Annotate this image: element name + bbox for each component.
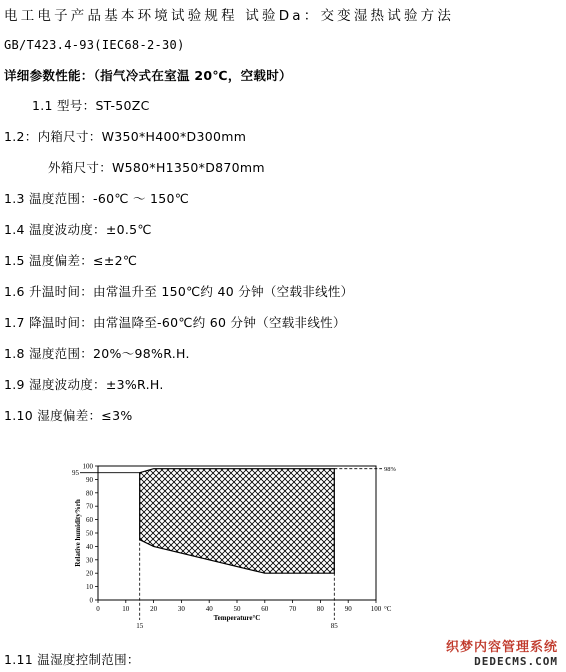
- y-axis-label: Relative humidity%rh: [74, 499, 82, 567]
- param-line: 1.8 湿度范围：20%～98%R.H.: [4, 346, 190, 361]
- y-tick-label: 30: [86, 556, 93, 565]
- x-unit-label: °C: [384, 605, 392, 613]
- param-line: 1.4 温度波动度：±0.5℃: [4, 222, 152, 237]
- humidity-temperature-chart: [66, 458, 406, 638]
- param-line: 1.6 升温时间：由常温升至 150℃约 40 分钟（空载非线性）: [4, 284, 354, 299]
- y-tick-label: 70: [86, 502, 93, 511]
- x-tick-label: 30: [177, 605, 185, 613]
- param-line: 1.1 型号：ST-50ZC: [32, 98, 150, 113]
- x-tick-label: 0: [96, 605, 100, 613]
- x-tick-label: 40: [205, 605, 213, 613]
- param-line: 1.7 降温时间：由常温降至-60℃约 60 分钟（空载非线性）: [4, 315, 346, 330]
- param-line: 1.9 湿度波动度：±3%R.H.: [4, 377, 164, 392]
- x-axis-label: Temperature°C: [213, 614, 261, 622]
- annotation-15: 15: [136, 622, 144, 630]
- annotation-98: 98%: [384, 466, 396, 474]
- y-tick-label: 60: [86, 516, 93, 525]
- x-tick-label: 60: [261, 605, 269, 613]
- footer-item: 1.11 温湿度控制范围：: [4, 652, 140, 667]
- params-heading: 详细参数性能：（指气冷式在室温 20℃，空载时）: [4, 68, 292, 83]
- y-tick-label: 90: [86, 475, 93, 484]
- x-tick-label: 70: [289, 605, 297, 613]
- y-tick-label: 20: [86, 569, 93, 578]
- param-line: 1.2：内箱尺寸：W350*H400*D300mm: [4, 129, 247, 144]
- param-line: 1.3 温度范围：-60℃ ～ 150℃: [4, 191, 190, 206]
- param-line: 1.10 湿度偏差：≤3%: [4, 408, 133, 423]
- watermark-line1: 织梦内容管理系统: [445, 640, 558, 655]
- x-tick-label: 10: [122, 605, 130, 613]
- x-tick-label: 100: [370, 605, 382, 613]
- watermark-line2: DEDECMS.COM: [474, 655, 558, 668]
- param-line: 外箱尺寸：W580*H1350*D870mm: [48, 160, 265, 175]
- y-tick-label: 0: [89, 596, 93, 605]
- y-tick-label: 100: [82, 462, 93, 471]
- x-tick-label: 80: [316, 605, 324, 613]
- document-title: 电工电子产品基本环境试验规程 试验Da：交变湿热试验方法: [4, 8, 455, 24]
- y-tick-label: 10: [86, 583, 93, 592]
- y-tick-label: 50: [86, 529, 93, 538]
- y-extra-tick-label: 95: [72, 469, 79, 478]
- x-tick-label: 90: [344, 605, 352, 613]
- x-tick-label: 50: [233, 605, 241, 613]
- chart-svg: [66, 458, 406, 638]
- y-tick-label: 80: [86, 489, 93, 498]
- standard-code: GB/T423.4-93(IEC68-2-30): [4, 38, 185, 52]
- annotation-85: 85: [330, 622, 338, 630]
- y-tick-label: 40: [86, 542, 93, 551]
- watermark: [446, 636, 558, 668]
- x-tick-label: 20: [150, 605, 158, 613]
- param-line: 1.5 温度偏差：≤±2℃: [4, 253, 138, 268]
- humidity-region: [140, 469, 335, 574]
